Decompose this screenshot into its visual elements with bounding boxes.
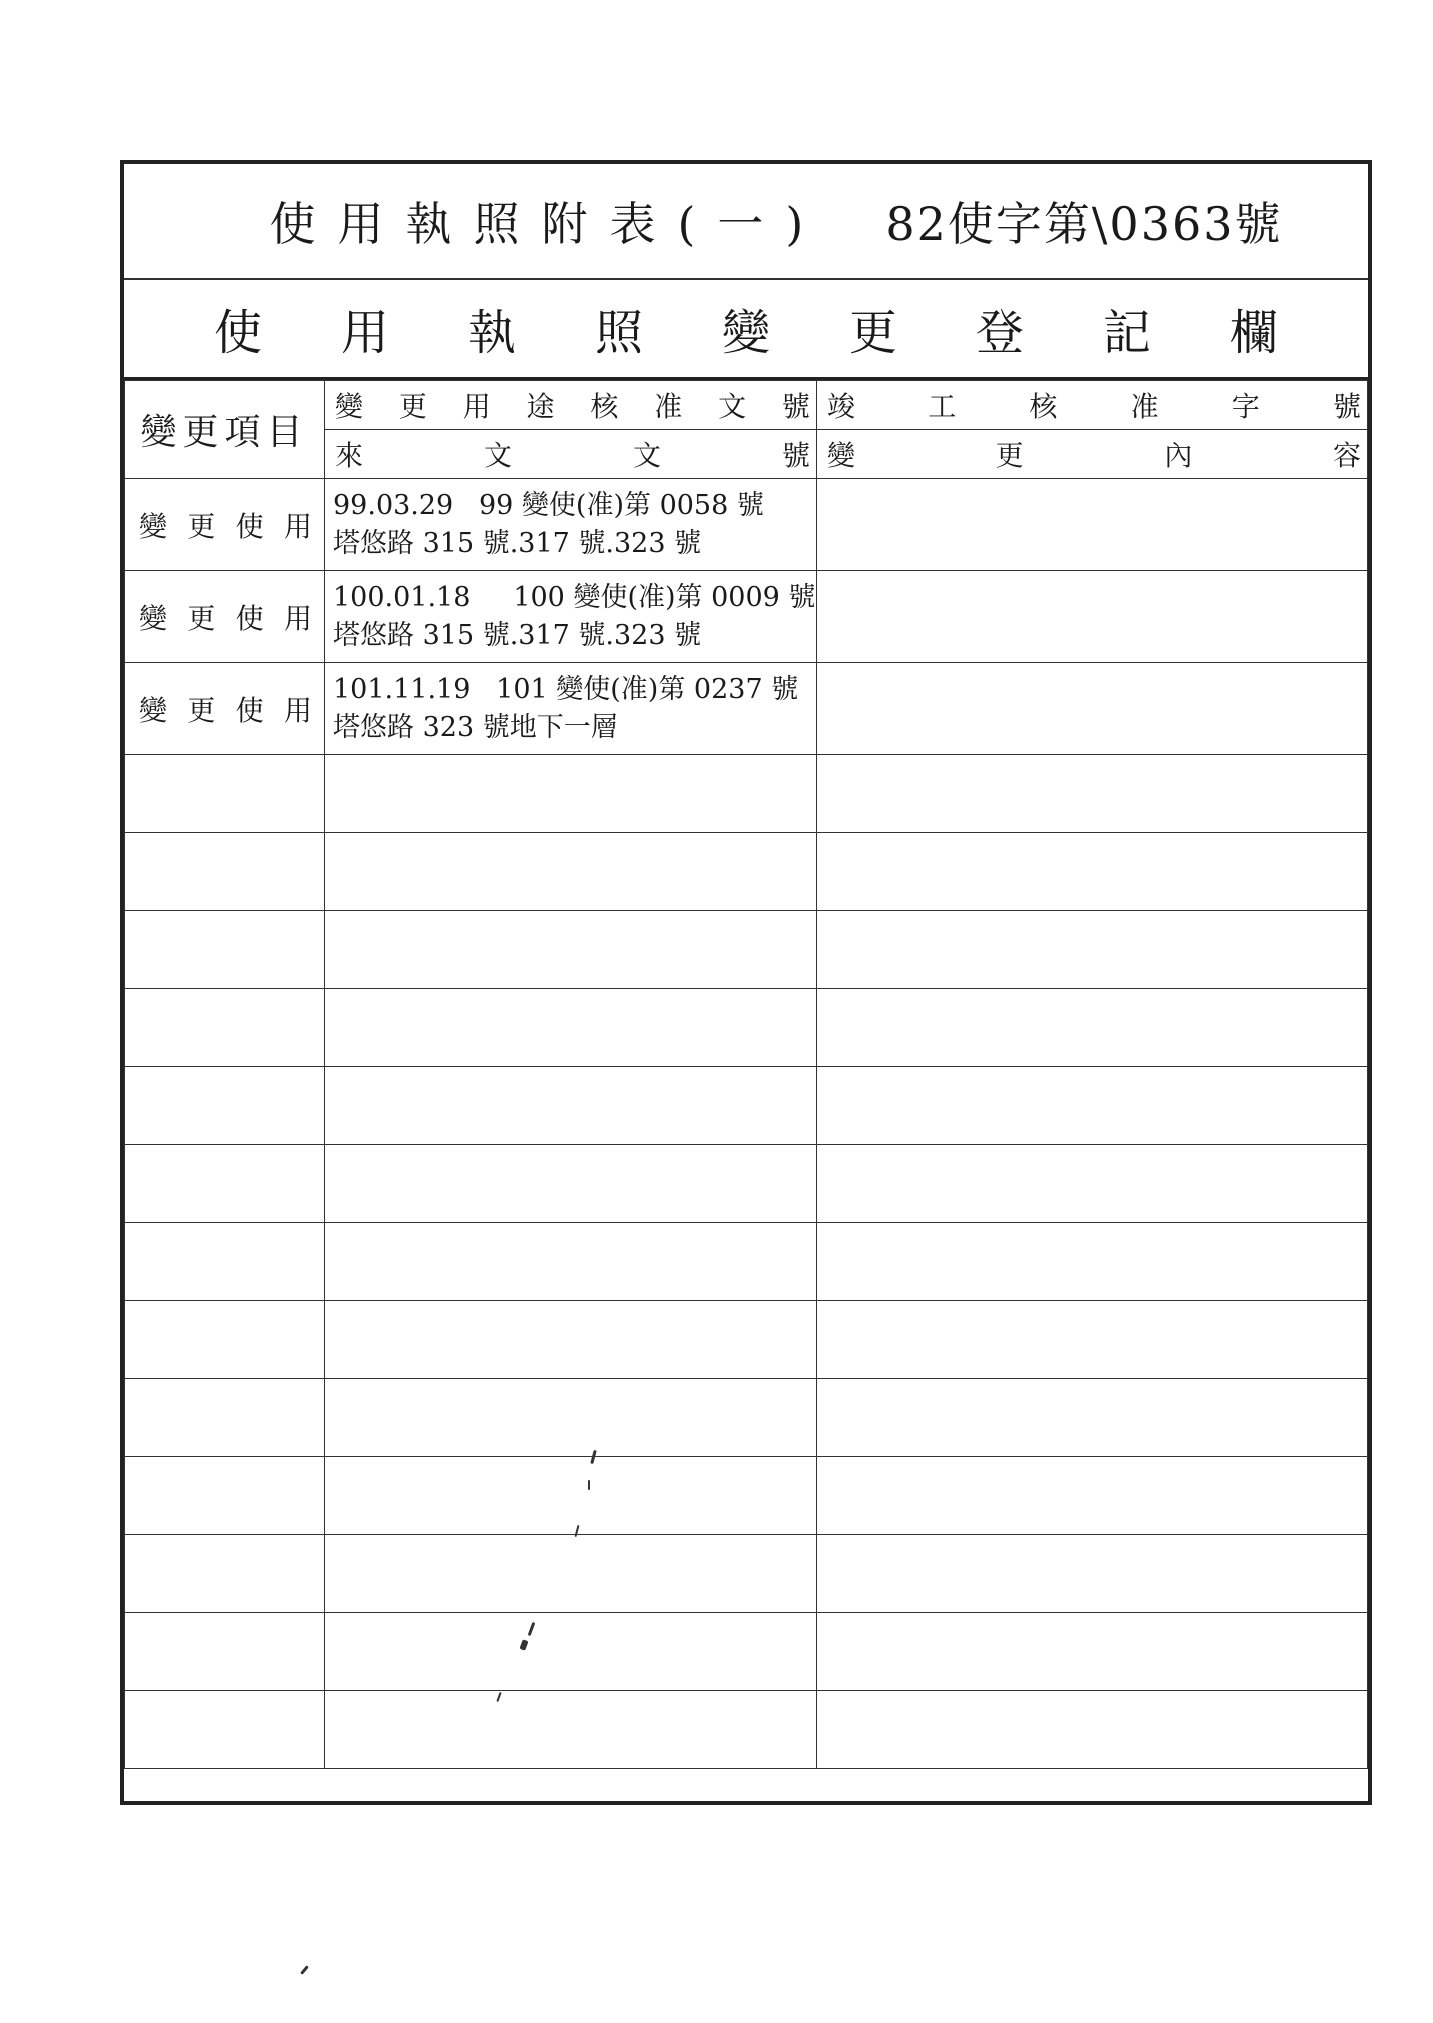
subtitle-char: 欄 xyxy=(1229,305,1278,361)
empty-cell xyxy=(325,1691,817,1769)
label-char: 號 xyxy=(781,439,810,472)
label-char: 使 xyxy=(235,509,264,543)
change-content-cell xyxy=(817,663,1368,755)
label-char: 文 xyxy=(718,390,747,423)
empty-table-row xyxy=(125,1301,1368,1379)
empty-cell xyxy=(325,1457,817,1535)
empty-cell xyxy=(817,1301,1368,1379)
empty-cell xyxy=(817,911,1368,989)
change-content-cell xyxy=(817,479,1368,571)
label-char: 用 xyxy=(283,693,312,727)
label-char: 准 xyxy=(654,390,683,423)
table-row xyxy=(125,479,1368,571)
scan-speck xyxy=(300,1965,309,1975)
header-change-content-label xyxy=(817,430,1367,478)
change-item-cell xyxy=(125,663,325,755)
empty-cell xyxy=(325,833,817,911)
label-char: 變 xyxy=(139,693,168,727)
page-title: 使用執照附表(一) xyxy=(269,197,826,251)
change-content-cell xyxy=(817,571,1368,663)
empty-cell xyxy=(125,755,325,833)
certificate-frame xyxy=(120,160,1372,1805)
address-line: 塔悠路 315 號.317 號.323 號 xyxy=(333,527,702,559)
empty-table-row xyxy=(125,1691,1368,1769)
header-approval-doc xyxy=(325,381,817,430)
header-row-1 xyxy=(125,381,1368,430)
label-char: 文 xyxy=(483,439,512,472)
empty-cell xyxy=(125,1067,325,1145)
empty-cell xyxy=(325,1379,817,1457)
empty-cell xyxy=(125,1535,325,1613)
empty-cell xyxy=(325,1067,817,1145)
title-row xyxy=(124,164,1368,280)
empty-table-row xyxy=(125,833,1368,911)
change-item-label xyxy=(125,689,324,729)
approval-doc-line: 101.11.19 101 變使(准)第 0237 號 xyxy=(333,673,799,705)
label-char: 使 xyxy=(235,693,264,727)
empty-table-row xyxy=(125,1535,1368,1613)
empty-cell xyxy=(817,1067,1368,1145)
label-char: 更 xyxy=(187,693,216,727)
empty-cell xyxy=(125,1691,325,1769)
label-char: 變 xyxy=(139,509,168,543)
label-char: 更 xyxy=(995,439,1024,472)
empty-cell xyxy=(817,755,1368,833)
table-row xyxy=(125,571,1368,663)
label-char: 內 xyxy=(1164,439,1193,472)
empty-table-row xyxy=(125,1223,1368,1301)
change-register-table xyxy=(124,380,1368,1769)
empty-cell xyxy=(125,833,325,911)
header-completion xyxy=(817,381,1368,430)
empty-cell xyxy=(817,1691,1368,1769)
empty-table-row xyxy=(125,755,1368,833)
empty-table-row xyxy=(125,911,1368,989)
empty-cell xyxy=(325,1301,817,1379)
empty-cell xyxy=(125,1379,325,1457)
approval-doc-cell xyxy=(325,663,817,755)
empty-cell xyxy=(325,989,817,1067)
empty-cell xyxy=(817,1535,1368,1613)
approval-doc-line: 99.03.29 99 變使(准)第 0058 號 xyxy=(333,489,764,521)
empty-cell xyxy=(125,989,325,1067)
label-char: 來 xyxy=(335,439,364,472)
empty-cell xyxy=(817,989,1368,1067)
empty-table-row xyxy=(125,1145,1368,1223)
empty-cell xyxy=(817,1223,1368,1301)
subtitle-char: 登 xyxy=(975,305,1024,361)
label-char: 用 xyxy=(462,390,491,423)
subtitle-row xyxy=(124,280,1368,380)
label-char: 變 xyxy=(827,439,856,472)
empty-cell xyxy=(817,1613,1368,1691)
empty-cell xyxy=(325,1535,817,1613)
document-number: 82使字第\0363號 xyxy=(885,197,1283,251)
label-char: 核 xyxy=(1029,390,1058,423)
change-item-cell xyxy=(125,479,325,571)
header-incoming-doc xyxy=(325,430,817,479)
header-item xyxy=(125,381,325,479)
empty-table-row xyxy=(125,1613,1368,1691)
label-char: 更 xyxy=(398,390,427,423)
label-char: 竣 xyxy=(827,390,856,423)
header-completion-label xyxy=(817,381,1367,429)
approval-doc-cell xyxy=(325,479,817,571)
subtitle-char: 更 xyxy=(848,305,897,361)
label-char: 准 xyxy=(1130,390,1159,423)
label-char: 更 xyxy=(187,509,216,543)
address-line: 塔悠路 315 號.317 號.323 號 xyxy=(333,619,702,651)
approval-doc-line: 100.01.18 100 變使(准)第 0009 號 xyxy=(333,581,816,613)
label-char: 變 xyxy=(139,601,168,635)
subtitle-char: 執 xyxy=(467,305,516,361)
address-line: 塔悠路 323 號地下一層 xyxy=(333,711,618,743)
label-char: 使 xyxy=(235,601,264,635)
label-char: 容 xyxy=(1332,439,1361,472)
empty-cell xyxy=(325,1223,817,1301)
label-char: 文 xyxy=(632,439,661,472)
empty-cell xyxy=(817,1145,1368,1223)
label-char: 工 xyxy=(928,390,957,423)
change-item-label xyxy=(125,505,324,545)
empty-cell xyxy=(325,1145,817,1223)
change-item-cell xyxy=(125,571,325,663)
empty-cell xyxy=(325,755,817,833)
label-char: 用 xyxy=(283,509,312,543)
table-row xyxy=(125,663,1368,755)
label-char: 用 xyxy=(283,601,312,635)
empty-table-row xyxy=(125,989,1368,1067)
subtitle-char: 照 xyxy=(594,305,643,361)
empty-cell xyxy=(125,1223,325,1301)
empty-cell xyxy=(817,833,1368,911)
label-char: 號 xyxy=(1332,390,1361,423)
empty-cell xyxy=(325,911,817,989)
subtitle-char: 記 xyxy=(1102,305,1151,361)
subtitle-char: 用 xyxy=(340,305,389,361)
approval-doc-cell xyxy=(325,571,817,663)
empty-cell xyxy=(125,911,325,989)
subtitle-char: 使 xyxy=(214,305,263,361)
change-item-label xyxy=(125,597,324,637)
header-change-content xyxy=(817,430,1368,479)
label-char: 核 xyxy=(590,390,619,423)
empty-table-row xyxy=(125,1067,1368,1145)
empty-cell xyxy=(125,1301,325,1379)
header-item-label: 變更項目 xyxy=(140,412,309,453)
label-char: 字 xyxy=(1231,390,1260,423)
empty-cell xyxy=(125,1613,325,1691)
label-char: 更 xyxy=(187,601,216,635)
empty-cell xyxy=(325,1613,817,1691)
label-char: 途 xyxy=(526,390,555,423)
empty-cell xyxy=(817,1457,1368,1535)
empty-table-row xyxy=(125,1379,1368,1457)
header-approval-doc-label xyxy=(325,381,816,429)
label-char: 號 xyxy=(781,390,810,423)
header-incoming-doc-label xyxy=(325,430,816,478)
empty-cell xyxy=(125,1457,325,1535)
empty-cell xyxy=(817,1379,1368,1457)
empty-cell xyxy=(125,1145,325,1223)
empty-table-row xyxy=(125,1457,1368,1535)
subtitle-char: 變 xyxy=(721,305,770,361)
label-char: 變 xyxy=(335,390,364,423)
scan-speck xyxy=(588,1480,590,1490)
